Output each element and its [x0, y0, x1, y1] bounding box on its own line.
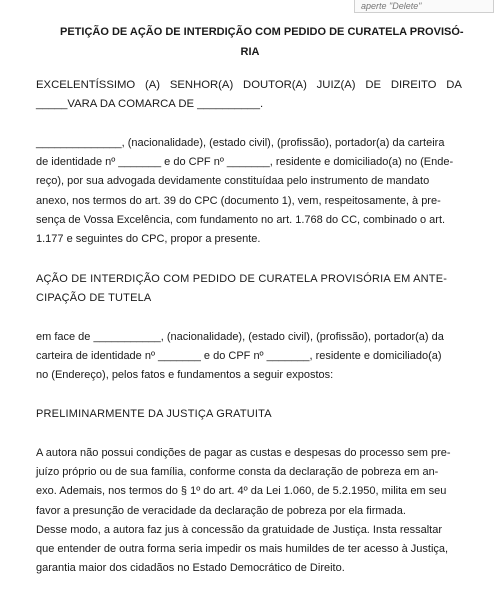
- paragraph-line: reço), por sua advogada devidamente constituídaa pelo instrumento de mandato: [36, 175, 430, 188]
- paragraph-line: sença de Vossa Excelência, com fundamento no art. 1.768 do CC, combinado o art.: [36, 213, 446, 226]
- qualification-paragraph: [36, 134, 462, 249]
- paragraph-line: no (Endereço), pelos fatos e fundamentos a seguir expostos:: [36, 369, 334, 382]
- heading-line: AÇÃO DE INTERDIÇÃO COM PEDIDO DE CURATELA PROVISÓRIA EM ANTE-: [36, 273, 448, 285]
- delete-hint-bar: aperte "Delete": [354, 0, 494, 13]
- paragraph-line: juízo próprio ou de sua família, conforme consta da declaração de pobreza em an-: [36, 466, 439, 479]
- document-title: [60, 22, 464, 62]
- paragraph-line: ______________, (nacionalidade), (estado civil), (profissão), portador(a) da carteira: [36, 137, 445, 149]
- action-title: [36, 270, 462, 308]
- court-line: _____VARA DA COMARCA DE __________.: [36, 98, 264, 111]
- heading-line: CIPAÇÃO DE TUTELA: [36, 292, 152, 305]
- paragraph-line: que entender de outra forma seria impedir os mais humildes de ter acesso à Justiça,: [36, 543, 449, 556]
- addressee-block: [36, 76, 462, 114]
- paragraph-line: garantia maior dos cidadãos no Estado Democrático de Direito.: [36, 562, 345, 575]
- paragraph-line: 1.177 e seguintes do CPC, propor a presente.: [36, 233, 261, 246]
- defendant-paragraph: [36, 328, 462, 386]
- addressee-line: EXCELENTÍSSIMO (A) SENHOR(A) DOUTOR(A) JUIZ(A) DE DIREITO DA: [36, 79, 462, 91]
- paragraph-line: carteira de identidade nº _______ e do CPF nº _______, residente e domiciliado(a): [36, 350, 442, 363]
- title-line: RIA: [240, 46, 260, 58]
- title-line: PETIÇÃO DE AÇÃO DE INTERDIÇÃO COM PEDIDO DE CURATELA PROVISÓ-: [60, 26, 464, 38]
- paragraph-line: A autora não possui condições de pagar as custas e despesas do processo sem pre-: [36, 447, 451, 459]
- paragraph-line: favor a presunção de veracidade da declaração de pobreza por ela firmada.: [36, 504, 406, 517]
- paragraph-line: de identidade nº _______ e do CPF nº _______, residente e domiciliado(a) no (Ende-: [36, 156, 454, 169]
- paragraph-line: exo. Ademais, nos termos do § 1º do art. 4º da Lei 1.060, de 5.2.1950, milita em seu: [36, 485, 447, 498]
- paragraph-line: anexo, nos termos do art. 39 do CPC (documento 1), vem, respeitosamente, à pre-: [36, 194, 441, 207]
- section-heading: PRELIMINARMENTE DA JUSTIÇA GRATUITA: [36, 408, 272, 420]
- paragraph-line: em face de ___________, (nacionalidade), (estado civil), (profissão), portador(a) da: [36, 331, 444, 343]
- justice-paragraph: [36, 444, 462, 578]
- paragraph-line: Desse modo, a autora faz jus à concessão da gratuidade de Justiça. Insta ressaltar: [36, 523, 443, 536]
